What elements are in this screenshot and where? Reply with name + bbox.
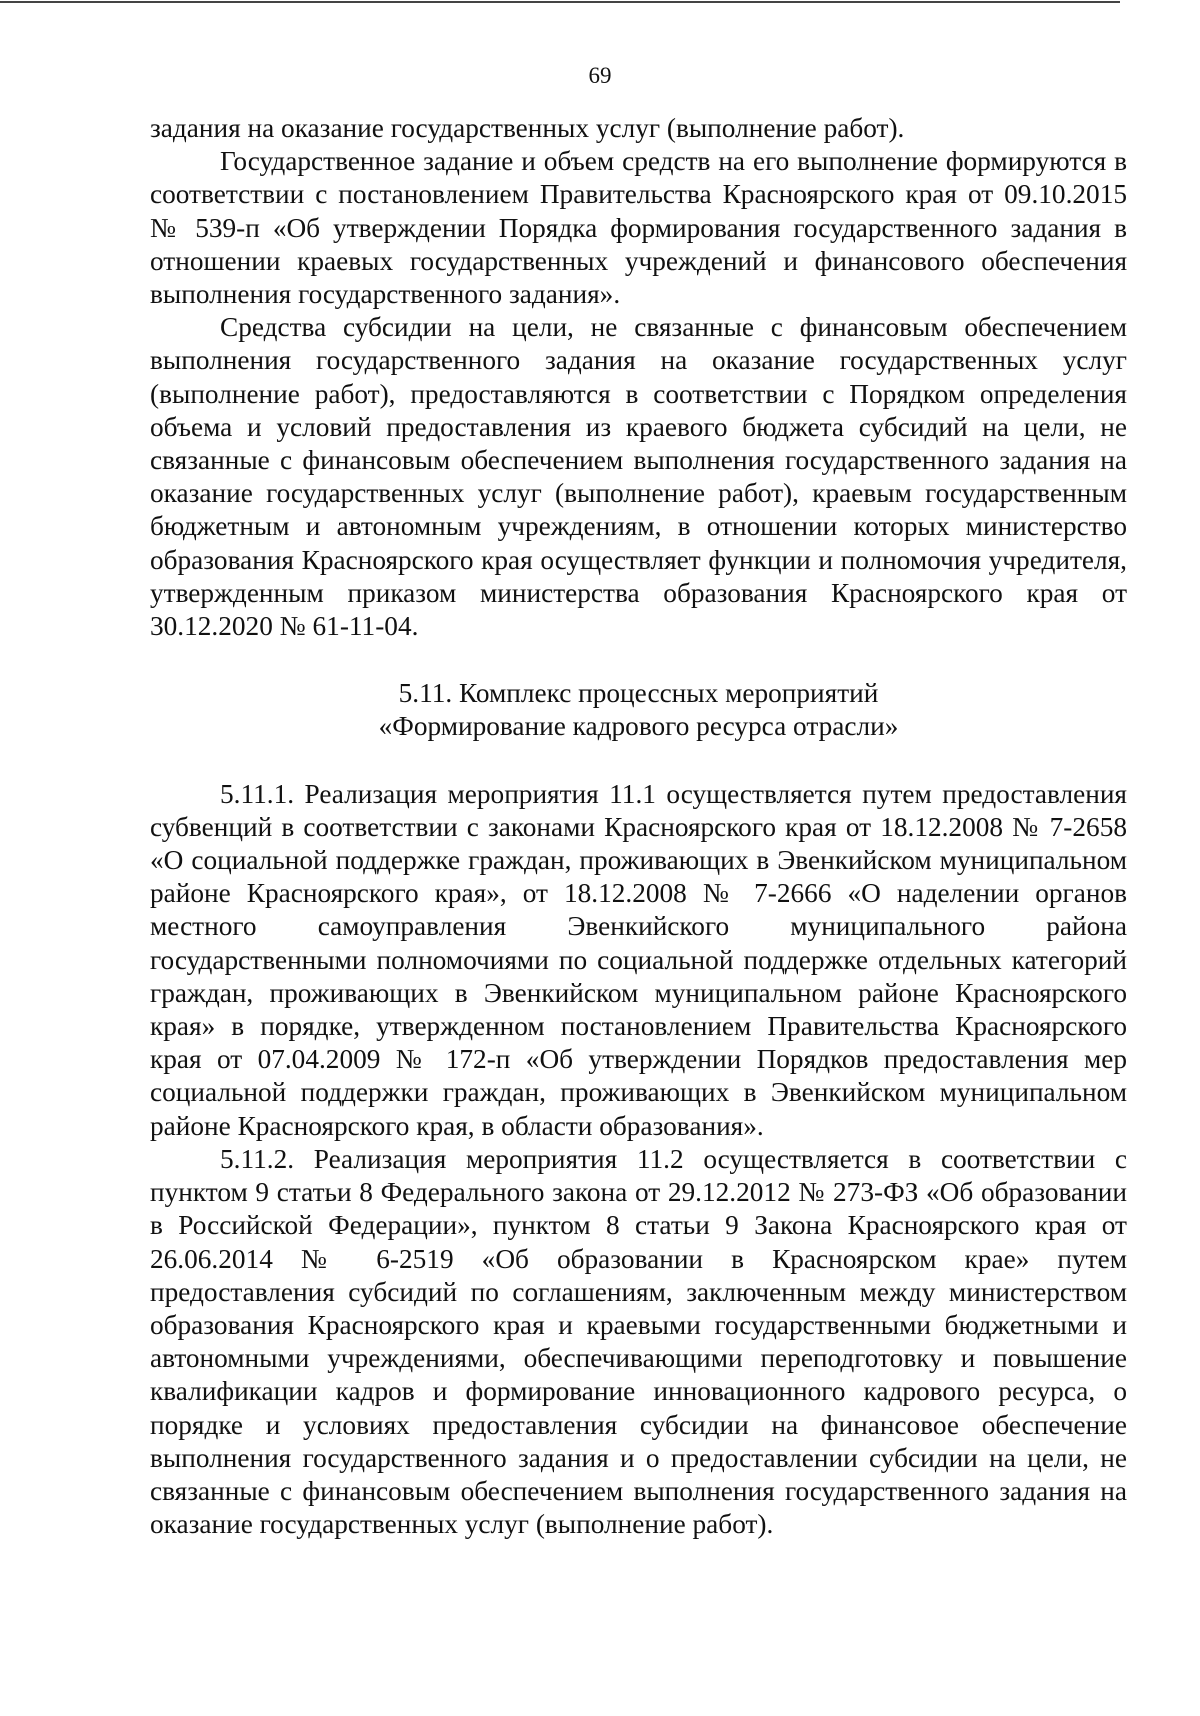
- paragraph-5-11-1: 5.11.1. Реализация мероприятия 11.1 осуществляется путем предоставления субвенций в соответствии с законами Красноярского края от 18.12.2008 № 7-2658 «О социальной поддержке граждан, проживающих в Эвенкийском муниципальном районе Красноярского края», от 18.12.2008 № 7-2666 «О наделении органов местного самоуправления Эвенкийского муниципального района государственными полномочиями по социальной поддержке отдельных категорий граждан, проживающих в Эвенкийском муниципальном районе Красноярского края» в порядке, утвержденном постановлением Правительства Красноярского края от 07.04.2009 № 172-п «Об утверждении Порядков предоставления мер социальной поддержки граждан, проживающих в Эвенкийском муниципальном районе Красноярского края, в области образования».: [150, 778, 1127, 1141]
- section-heading: [150, 677, 1127, 743]
- page-number: 69: [588, 63, 612, 88]
- paragraph-5-11-2: 5.11.2. Реализация мероприятия 11.2 осуществляется в соответствии с пунктом 9 статьи 8 Федерального закона от 29.12.2012 № 273-ФЗ «Об образовании в Российской Федерации», пунктом 8 статьи 9 Закона Красноярского края от 26.06.2014 № 6-2519 «Об образовании в Красноярском крае» путем предоставления субсидий по соглашениям, заключенным между министерством образования Красноярского края и краевыми государственными бюджетными и автономными учреждениями, обеспечивающими переподготовку и повышение квалификации кадров и формирование инновационного кадрового ресурса, о порядке и условиях предоставления субсидии на финансовое обеспечение выполнения государственного задания и о предоставлении субсидии на цели, не связанные с финансовым обеспечением выполнения государственного задания на оказание государственных услуг (выполнение работ).: [150, 1143, 1127, 1540]
- section-heading-line-1: 5.11. Комплекс процессных мероприятий: [398, 678, 879, 709]
- document-body: [150, 112, 1127, 1541]
- section-heading-line-2: «Формирование кадрового ресурса отрасли»: [378, 711, 899, 742]
- paragraph-subsidy-funds: Средства субсидии на цели, не связанные с финансовым обеспечением выполнения государственного задания на оказание государственных услуг (выполнение работ), предоставляются в соответствии с Порядком определения объема и условий предоставления из краевого бюджета субсидий на цели, не связанные с финансовым обеспечением выполнения государственного задания на оказание государственных услуг (выполнение работ), краевым государственным бюджетным и автономным учреждениям, в отношении которых министерство образования Красноярского края осуществляет функции и полномочия учредителя, утвержденным приказом министерства образования Красноярского края от 30.12.2020 № 61-11-04.: [150, 312, 1127, 642]
- paragraph-continuation: задания на оказание государственных услуг (выполнение работ).: [150, 113, 905, 143]
- paragraph-state-assignment: Государственное задание и объем средств на его выполнение формируются в соответствии с постановлением Правительства Красноярского края от 09.10.2015 № 539-п «Об утверждении Порядка формирования государственного задания в отношении краевых государственных учреждений и финансового обеспечения выполнения государственного задания».: [150, 146, 1127, 310]
- scan-top-edge: [0, 1, 1120, 3]
